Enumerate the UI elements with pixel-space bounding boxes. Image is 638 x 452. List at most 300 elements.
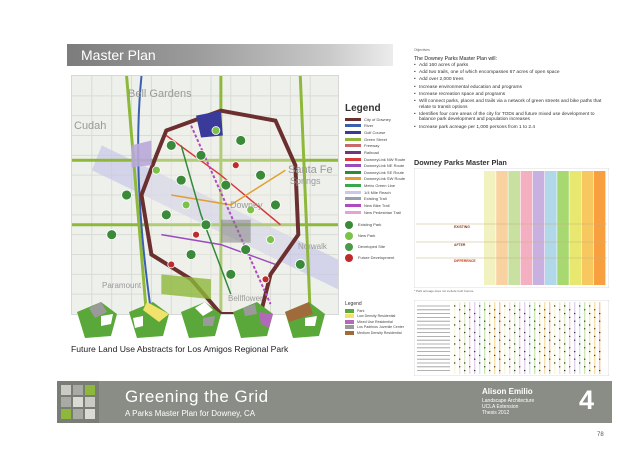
land-use-legend-items xyxy=(345,308,425,336)
scatter-dot xyxy=(459,340,460,341)
scatter-dot xyxy=(464,313,465,314)
scatter-dot xyxy=(554,355,555,356)
scatter-dot xyxy=(539,332,540,333)
scatter-dot xyxy=(479,336,480,337)
scatter-dot xyxy=(499,332,500,333)
scatter-dot xyxy=(574,321,575,322)
scatter-dot xyxy=(494,317,495,318)
matrix-row-label: DIFFERENCE xyxy=(454,259,476,263)
scatter-dot xyxy=(539,313,540,314)
scatter-dot xyxy=(504,355,505,356)
legend-row xyxy=(345,202,425,208)
scatter-dot xyxy=(599,351,600,352)
scatter-dot xyxy=(464,351,465,352)
scatter-dot xyxy=(574,359,575,360)
scatter-dot xyxy=(494,309,495,310)
scatter-dot xyxy=(554,362,555,363)
scatter-dot xyxy=(484,309,485,310)
scatter-dot xyxy=(549,313,550,314)
scatter-dot xyxy=(594,309,595,310)
scatter-dot xyxy=(469,347,470,348)
scatter-dot xyxy=(549,340,550,341)
scatter-dot xyxy=(484,359,485,360)
scatter-dot xyxy=(539,343,540,344)
scatter-dot xyxy=(519,317,520,318)
scatter-dot xyxy=(514,362,515,363)
scatter-dot xyxy=(584,366,585,367)
scatter-dot xyxy=(504,343,505,344)
scatter-dot xyxy=(529,324,530,325)
legend-dot xyxy=(345,221,353,229)
scatter-dot xyxy=(519,328,520,329)
scatter-dot xyxy=(524,340,525,341)
legend-sites xyxy=(345,219,425,263)
scatter-dot xyxy=(464,305,465,306)
legend-site-label: Future Development xyxy=(358,255,395,261)
scatter-dot xyxy=(514,351,515,352)
scatter-dot xyxy=(589,324,590,325)
scatter-dot xyxy=(599,340,600,341)
scatter-dot xyxy=(559,328,560,329)
land-use-legend-title: Legend xyxy=(345,301,362,307)
scatter-dot xyxy=(454,336,455,337)
footer-thesis: Thesis 2012 xyxy=(482,410,510,416)
scatter-dot xyxy=(579,355,580,356)
scatter-dot xyxy=(549,359,550,360)
matrix-column xyxy=(545,171,557,285)
scatter-dot xyxy=(489,362,490,363)
scatter-dot xyxy=(579,305,580,306)
matrix-title: Downey Parks Master Plan xyxy=(414,158,507,167)
scatter-dot xyxy=(539,324,540,325)
scatter-dot xyxy=(584,328,585,329)
scatter-dot xyxy=(479,305,480,306)
legend-label: New Bike Trail xyxy=(364,203,390,209)
legend-swatch xyxy=(345,118,361,121)
scatter-dot xyxy=(589,362,590,363)
scatter-dot xyxy=(574,351,575,352)
legend-dot xyxy=(345,232,353,240)
scatter-dot xyxy=(599,332,600,333)
legend-swatch xyxy=(345,124,361,127)
legend-swatch xyxy=(345,131,361,134)
scatter-dot xyxy=(454,324,455,325)
scatter-dot xyxy=(474,351,475,352)
scatter-dot xyxy=(514,332,515,333)
objectives-panel xyxy=(414,48,609,132)
scatter-dot xyxy=(524,351,525,352)
park-matrix xyxy=(414,168,609,288)
scatter-dot xyxy=(454,305,455,306)
scatter-dot xyxy=(529,355,530,356)
scatter-dot xyxy=(459,321,460,322)
scatter-dot xyxy=(564,305,565,306)
footer-dept: Landscape Architecture xyxy=(482,398,535,404)
objective-item: • Will connect parks, places and trails via a network of green streets and bike paths that relate to transit options xyxy=(414,99,609,110)
scatter-dot xyxy=(539,351,540,352)
legend-label: DowneyLink NE Route xyxy=(364,163,405,169)
map-label-bell-gardens: Bell Gardens xyxy=(128,88,192,100)
scatter-dot xyxy=(549,351,550,352)
title-band xyxy=(67,44,393,66)
scatter-dot xyxy=(579,362,580,363)
map-label-cudahy: Cudah xyxy=(74,120,107,132)
scatter-dot xyxy=(504,336,505,337)
legend-row xyxy=(345,182,425,188)
scatter-dot xyxy=(589,313,590,314)
scatter-dot xyxy=(509,347,510,348)
scatter-dot xyxy=(564,343,565,344)
scatter-dot xyxy=(534,340,535,341)
legend-row xyxy=(345,156,425,162)
scatter-dot xyxy=(594,355,595,356)
legend-swatch xyxy=(345,158,361,161)
scatter-dot xyxy=(544,366,545,367)
scatter-dot xyxy=(534,366,535,367)
scatter-dot xyxy=(579,336,580,337)
scatter-dot xyxy=(494,347,495,348)
scatter-dot xyxy=(504,317,505,318)
scatter-dot xyxy=(599,359,600,360)
scatter-dot xyxy=(509,328,510,329)
scatter-dot xyxy=(594,347,595,348)
legend-dot xyxy=(345,243,353,251)
objective-item: • Add over 2,000 trees xyxy=(414,77,609,83)
objective-item: • Identifies four core areas of the city for TODs and future mixed use development to balance park development and population increases xyxy=(414,112,609,123)
abstract-2 xyxy=(129,302,169,338)
scatter-dot xyxy=(499,340,500,341)
scatter-dot xyxy=(489,332,490,333)
scatter-dot xyxy=(569,347,570,348)
scatter-band xyxy=(574,302,575,374)
scatter-dot xyxy=(509,340,510,341)
scatter-dot xyxy=(529,336,530,337)
land-use-label: Low Density Residential xyxy=(357,314,396,319)
scatter-dot xyxy=(459,328,460,329)
abstract-3 xyxy=(181,302,221,338)
scatter-dot xyxy=(584,340,585,341)
land-use-abstracts xyxy=(71,300,331,340)
scatter-dot xyxy=(544,317,545,318)
scatter-dot xyxy=(554,324,555,325)
scatter-dot xyxy=(469,309,470,310)
scatter-dot xyxy=(464,370,465,371)
legend-label: City of Downey xyxy=(364,116,391,122)
objective-item: • Add 160 acres of parks xyxy=(414,63,609,69)
park-scatter-graphic xyxy=(414,300,609,376)
scatter-dot xyxy=(474,340,475,341)
legend-row xyxy=(345,116,425,122)
legend-row xyxy=(345,169,425,175)
scatter-dot xyxy=(469,336,470,337)
scatter-dot xyxy=(519,336,520,337)
legend-swatch xyxy=(345,191,361,194)
objective-item: • Increase environmental education and programs xyxy=(414,85,609,91)
legend-site-label: New Park xyxy=(358,233,376,239)
scatter-dot xyxy=(544,355,545,356)
land-use-caption: Future Land Use Abstracts for Los Amigos Regional Park xyxy=(71,344,289,354)
legend-swatch xyxy=(345,171,361,174)
matrix-row-label: AFTER xyxy=(454,243,466,247)
scatter-dot xyxy=(539,370,540,371)
map-graphic xyxy=(72,76,338,314)
scatter-dot xyxy=(499,370,500,371)
scatter-dot xyxy=(579,324,580,325)
legend-swatch xyxy=(345,144,361,147)
scatter-dot xyxy=(499,359,500,360)
objective-item: • Increase recreation space and programs xyxy=(414,92,609,98)
scatter-dot xyxy=(494,328,495,329)
scatter-dot xyxy=(519,309,520,310)
scatter-dot xyxy=(529,305,530,306)
legend-label: Golf Course xyxy=(364,129,386,135)
scatter-dot xyxy=(549,370,550,371)
legend-row xyxy=(345,129,425,135)
scatter-dot xyxy=(454,355,455,356)
scatter-dot xyxy=(569,355,570,356)
legend-label: Existing Trail xyxy=(364,196,387,202)
scatter-dot xyxy=(499,313,500,314)
page-number: 78 xyxy=(597,432,604,438)
legend-site-row xyxy=(345,230,425,241)
scatter-dot xyxy=(559,366,560,367)
scatter-dot xyxy=(584,347,585,348)
scatter-band xyxy=(509,302,510,374)
scatter-dot xyxy=(584,309,585,310)
legend-row xyxy=(345,123,425,129)
scatter-dot xyxy=(524,313,525,314)
scatter-dot xyxy=(509,309,510,310)
scatter-dot xyxy=(479,324,480,325)
matrix-note: * Park acreage does not include Golf Course xyxy=(414,289,474,293)
scatter-band xyxy=(519,302,520,374)
scatter-band xyxy=(584,302,585,374)
objectives-list xyxy=(414,63,609,130)
scatter-dot xyxy=(464,362,465,363)
matrix-row-label: EXISTING xyxy=(454,225,470,229)
scatter-dot xyxy=(459,347,460,348)
matrix-column xyxy=(484,171,496,285)
legend-row xyxy=(345,143,425,149)
map-label-santa-fe: Santa Fe xyxy=(288,164,333,176)
scatter-dot xyxy=(559,309,560,310)
scatter-dot xyxy=(454,362,455,363)
scatter-dot xyxy=(509,359,510,360)
legend-label: Metro Green Line xyxy=(364,183,396,189)
legend-row xyxy=(345,136,425,142)
scatter-dot xyxy=(584,321,585,322)
map-label-springs: Springs xyxy=(290,176,321,186)
scatter-dot xyxy=(544,347,545,348)
scatter-dot xyxy=(464,324,465,325)
scatter-dot xyxy=(504,324,505,325)
land-use-label: Park xyxy=(357,308,365,313)
scatter-dot xyxy=(504,362,505,363)
scatter-dot xyxy=(589,343,590,344)
land-use-swatch xyxy=(345,314,354,318)
scatter-dot xyxy=(554,343,555,344)
scatter-dot xyxy=(564,324,565,325)
scatter-dot xyxy=(529,362,530,363)
scatter-dot xyxy=(569,336,570,337)
scatter-band xyxy=(594,302,595,374)
scatter-dot xyxy=(554,317,555,318)
scatter-dot xyxy=(484,340,485,341)
scatter-dot xyxy=(519,366,520,367)
land-use-swatch xyxy=(345,325,354,329)
scatter-dot xyxy=(499,321,500,322)
scatter-dot xyxy=(534,309,535,310)
scatter-dot xyxy=(559,340,560,341)
legend-label: Freeway xyxy=(364,143,380,149)
legend-site-row xyxy=(345,241,425,252)
legend-title: Legend xyxy=(345,103,381,114)
scatter-dot xyxy=(484,366,485,367)
objective-item: • Increase park acreage per 1,000 persons from 1 to 2.4 xyxy=(414,125,609,131)
scatter-dot xyxy=(584,359,585,360)
scatter-dot xyxy=(469,317,470,318)
scatter-dot xyxy=(479,355,480,356)
scatter-dot xyxy=(494,366,495,367)
legend-site-label: Existing Park xyxy=(358,222,382,228)
scatter-dot xyxy=(589,332,590,333)
scatter-dot xyxy=(514,343,515,344)
matrix-column xyxy=(496,171,508,285)
legend-label: 1/4 Mile Reach xyxy=(364,189,391,195)
legend-site-label: Developed Site xyxy=(358,244,386,250)
objective-item: • Add two trails, one of which encompasses 67 acres of open space xyxy=(414,70,609,76)
scatter-dot xyxy=(464,332,465,333)
scatter-dot xyxy=(479,343,480,344)
scatter-dot xyxy=(514,370,515,371)
legend-site-row xyxy=(345,252,425,263)
footer-subtitle: A Parks Master Plan for Downey, CA xyxy=(125,409,256,418)
legend-label: Green Street xyxy=(364,136,387,142)
scatter-band xyxy=(499,302,500,374)
scatter-band xyxy=(549,302,550,374)
legend-swatch xyxy=(345,197,361,200)
map-label-downey: Downey xyxy=(230,200,263,210)
legend-label: River xyxy=(364,123,374,129)
scatter-band xyxy=(534,302,535,374)
scatter-dot xyxy=(549,321,550,322)
land-use-legend-row xyxy=(345,330,425,336)
footer-author: Alison Emilio xyxy=(482,387,533,396)
scatter-dot xyxy=(524,359,525,360)
scatter-dot xyxy=(469,355,470,356)
scatter-dot xyxy=(479,317,480,318)
scatter-dot xyxy=(544,309,545,310)
land-use-swatch xyxy=(345,309,354,313)
scatter-dot xyxy=(484,328,485,329)
matrix-column xyxy=(569,171,581,285)
land-use-label: Mixed Use Residential xyxy=(357,319,393,324)
scatter-dot xyxy=(544,328,545,329)
scatter-dot xyxy=(589,305,590,306)
scatter-dot xyxy=(559,347,560,348)
scatter-dot xyxy=(594,317,595,318)
scatter-dot xyxy=(554,305,555,306)
scatter-dot xyxy=(539,362,540,363)
scatter-dot xyxy=(474,359,475,360)
scatter-dot xyxy=(594,366,595,367)
scatter-dot xyxy=(489,313,490,314)
footer-school: UCLA Extension xyxy=(482,404,519,410)
scatter-dot xyxy=(454,317,455,318)
scatter-dot xyxy=(514,313,515,314)
park-matrix-graphic xyxy=(414,168,609,288)
legend-label: DowneyLink SW Route xyxy=(364,176,406,182)
scatter-dot xyxy=(599,370,600,371)
land-use-diagrams xyxy=(71,300,331,340)
map-label-norwalk: Norwalk xyxy=(298,242,327,251)
scatter-band xyxy=(569,302,570,374)
scatter-dot xyxy=(459,366,460,367)
objectives-label: Objectives xyxy=(414,48,430,52)
scatter-dot xyxy=(454,343,455,344)
scatter-dot xyxy=(519,355,520,356)
scatter-dot xyxy=(599,313,600,314)
scatter-dot xyxy=(574,332,575,333)
legend-row xyxy=(345,149,425,155)
scatter-dot xyxy=(524,332,525,333)
legend-site-row xyxy=(345,219,425,230)
scatter-dot xyxy=(494,355,495,356)
scatter-dot xyxy=(504,305,505,306)
legend-swatch xyxy=(345,177,361,180)
scatter-dot xyxy=(484,347,485,348)
scatter-dot xyxy=(519,347,520,348)
scatter-dot xyxy=(594,336,595,337)
legend-label: DowneyLink NW Route xyxy=(364,156,406,162)
poster-board xyxy=(57,38,612,430)
scatter-dot xyxy=(539,305,540,306)
scatter-dot xyxy=(474,321,475,322)
land-use-swatch xyxy=(345,320,354,324)
scatter-dot xyxy=(574,313,575,314)
scatter-band xyxy=(599,302,600,374)
legend-swatch xyxy=(345,164,361,167)
legend-row xyxy=(345,162,425,168)
scatter-dot xyxy=(534,321,535,322)
scatter-band xyxy=(474,302,475,374)
scatter-dot xyxy=(489,343,490,344)
legend-swatch xyxy=(345,211,361,214)
scatter-dot xyxy=(574,340,575,341)
park-scatter-matrix xyxy=(414,300,609,376)
scatter-band xyxy=(484,302,485,374)
scatter-dot xyxy=(564,370,565,371)
scatter-dot xyxy=(579,317,580,318)
map-legend xyxy=(345,103,425,263)
matrix-column xyxy=(508,171,520,285)
scatter-dot xyxy=(464,343,465,344)
scatter-dot xyxy=(514,305,515,306)
scatter-dot xyxy=(579,343,580,344)
scatter-dot xyxy=(569,366,570,367)
scatter-dot xyxy=(524,370,525,371)
scatter-dot xyxy=(474,370,475,371)
scatter-dot xyxy=(534,328,535,329)
scatter-dot xyxy=(499,351,500,352)
scatter-dot xyxy=(514,324,515,325)
legend-swatch xyxy=(345,204,361,207)
scatter-dot xyxy=(574,370,575,371)
scatter-dot xyxy=(494,336,495,337)
scatter-dot xyxy=(534,359,535,360)
legend-row xyxy=(345,196,425,202)
legend-swatch xyxy=(345,151,361,154)
